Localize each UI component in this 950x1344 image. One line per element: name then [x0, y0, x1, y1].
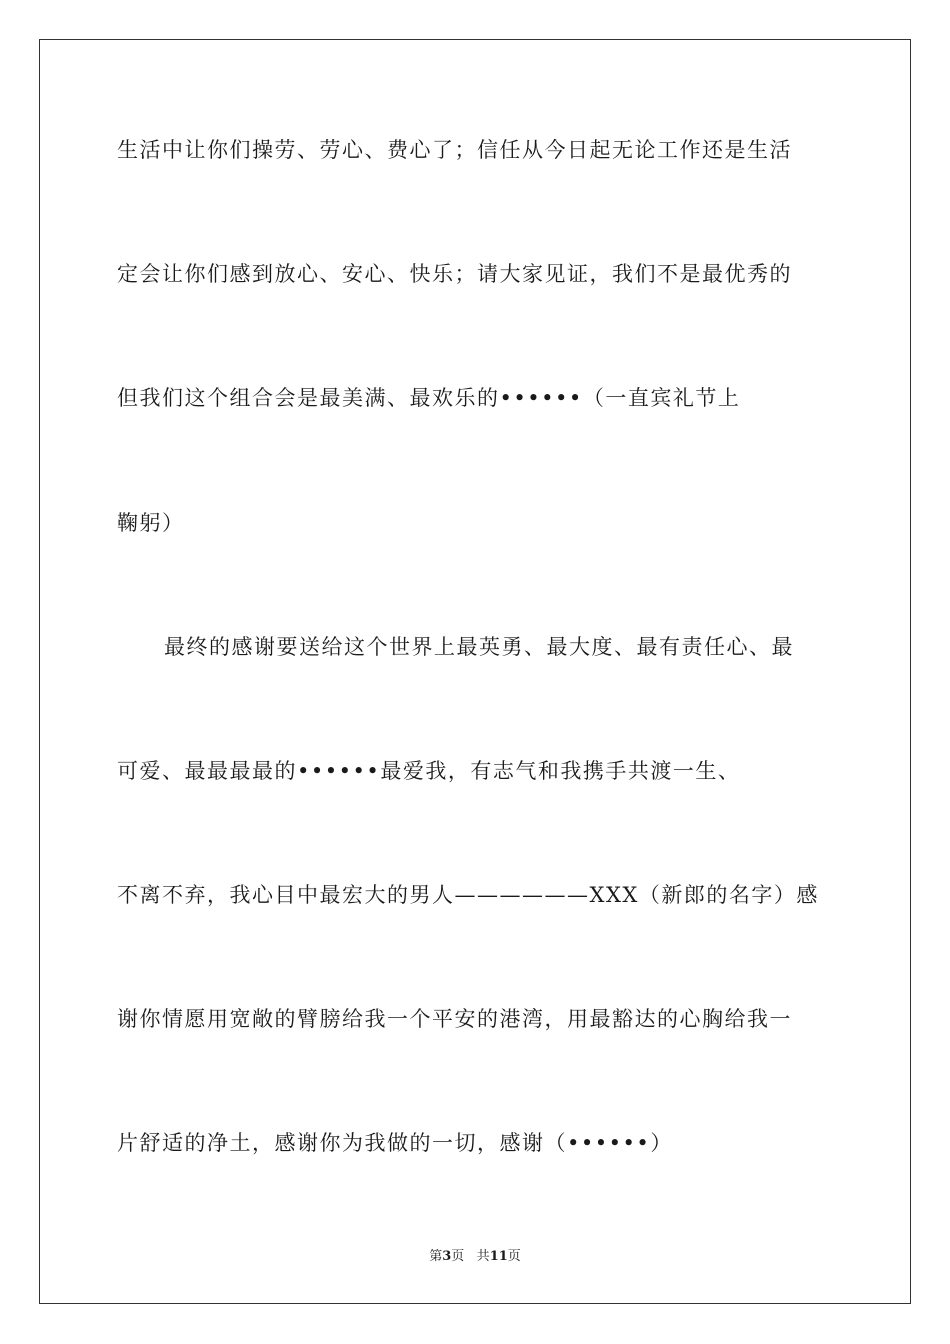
- paragraph-line: 鞠躬）: [117, 511, 185, 535]
- total-suffix: 页: [507, 1249, 521, 1264]
- page-footer: [0, 1248, 950, 1266]
- page-frame: [39, 39, 911, 1304]
- page-number: 3: [442, 1249, 452, 1264]
- paragraph-line: 定会让你们感到放心、安心、快乐；请大家见证，我们不是最优秀的: [117, 262, 792, 286]
- paragraph-line-indented: 最终的感谢要送给这个世界上最英勇、最大度、最有责任心、最: [164, 635, 794, 659]
- paragraph-line: 但我们这个组合会是最美满、最欢乐的••••••（一直宾礼节上: [117, 386, 741, 410]
- paragraph-line: 生活中让你们操劳、劳心、费心了；信任从今日起无论工作还是生活: [117, 138, 792, 162]
- paragraph-line: 谢你情愿用宽敞的臂膀给我一个平安的港湾，用最豁达的心胸给我一: [117, 1007, 792, 1031]
- page-suffix: 页: [451, 1249, 465, 1264]
- total-pages: 11: [489, 1249, 508, 1264]
- paragraph-line: 片舒适的净土，感谢你为我做的一切，感谢（••••••）: [117, 1131, 673, 1155]
- paragraph-line: 不离不弃，我心目中最宏大的男人——————XXX（新郎的名字）感: [117, 883, 819, 907]
- page-prefix: 第: [429, 1249, 443, 1264]
- paragraph-line: 可爱、最最最最的••••••最爱我，有志气和我携手共渡一生、: [117, 759, 741, 783]
- total-prefix: 共: [476, 1249, 490, 1264]
